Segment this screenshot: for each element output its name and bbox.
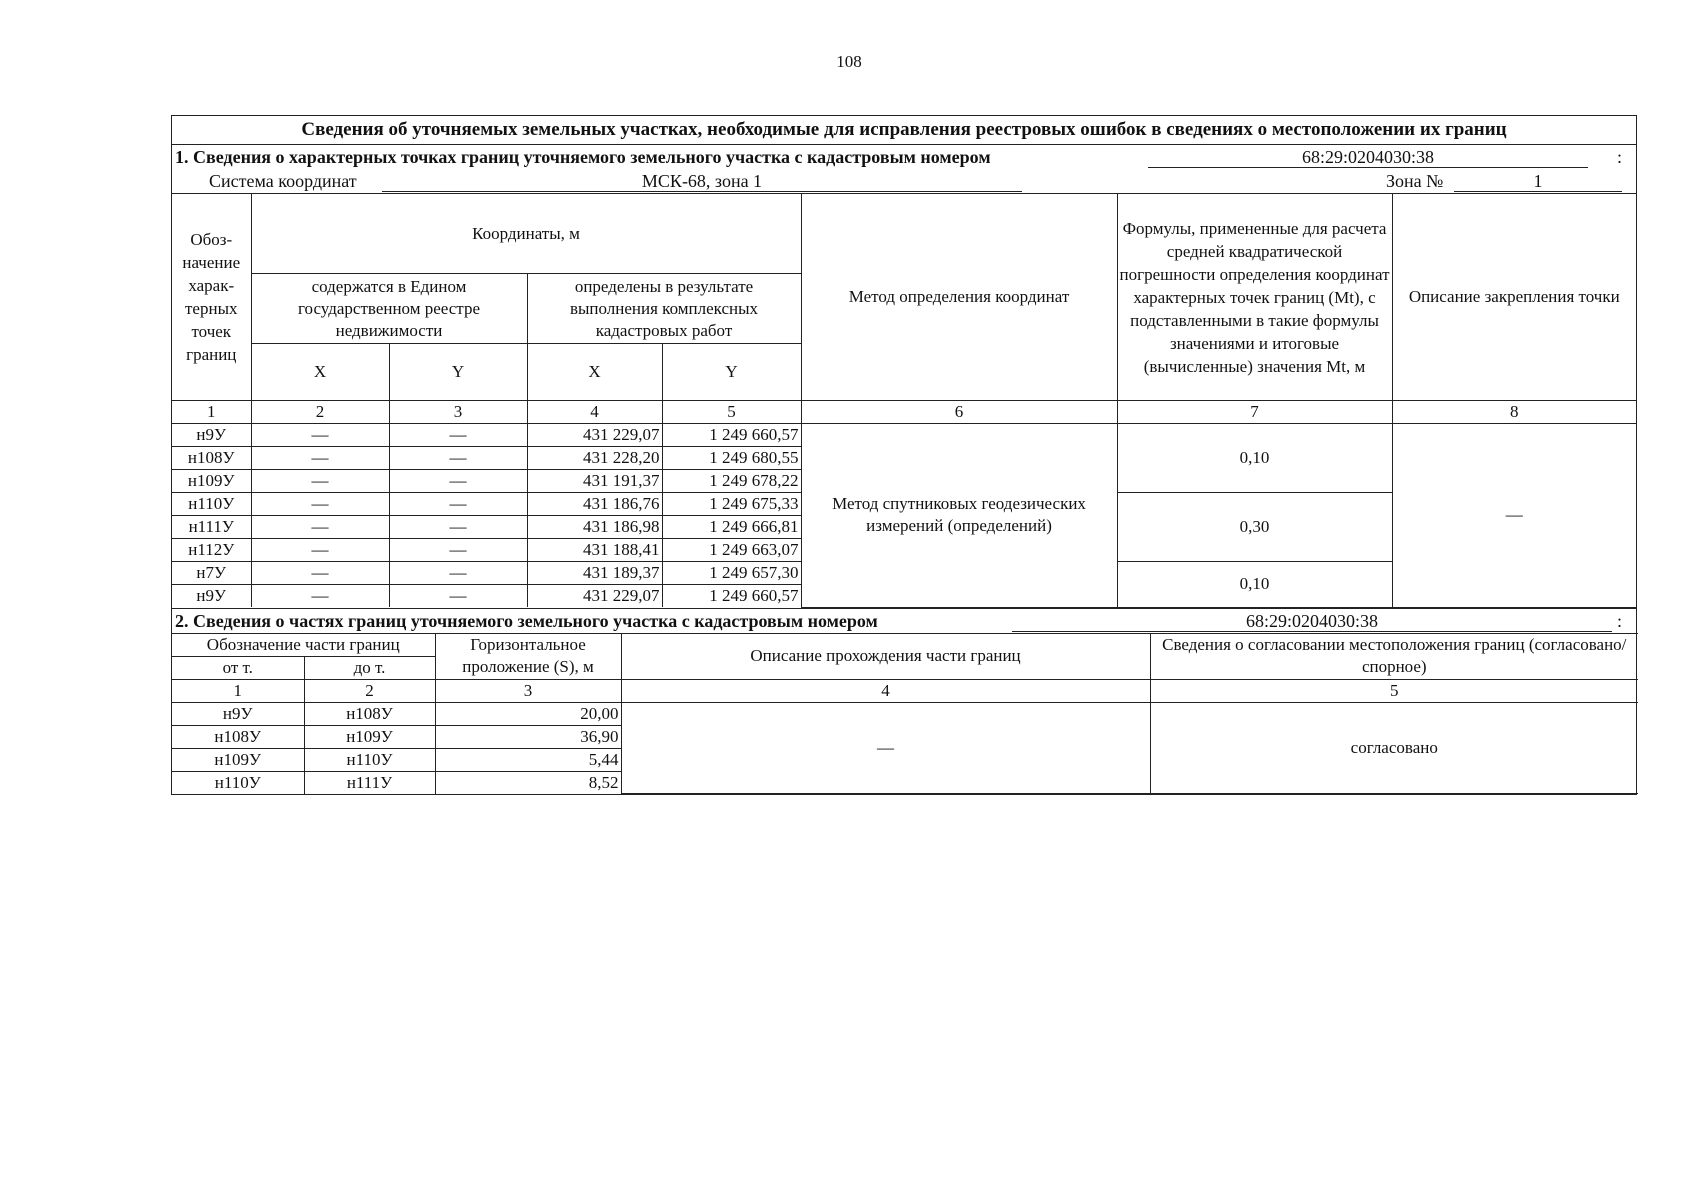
x-egrn: — bbox=[251, 447, 389, 470]
y-egrn: — bbox=[389, 539, 527, 562]
x-egrn: — bbox=[251, 585, 389, 608]
y-egrn: — bbox=[389, 424, 527, 447]
y-egrn: — bbox=[389, 516, 527, 539]
horizontal-distance: 5,44 bbox=[435, 748, 621, 771]
col-number: 4 bbox=[527, 401, 662, 424]
header-x-egrn: X bbox=[251, 344, 389, 401]
from-point: н110У bbox=[172, 771, 304, 794]
header-from: от т. bbox=[172, 656, 304, 679]
col-number: 1 bbox=[172, 679, 304, 702]
header-designation: Обоз-начение харак-терных точек границ bbox=[172, 194, 251, 401]
col-number: 3 bbox=[435, 679, 621, 702]
point-name: н9У bbox=[172, 424, 251, 447]
section1-colon: : bbox=[1616, 147, 1622, 167]
y-value: 1 249 660,57 bbox=[662, 585, 801, 608]
header-y-kkr: Y bbox=[662, 344, 801, 401]
page-number: 108 bbox=[836, 52, 862, 71]
to-point: н108У bbox=[304, 702, 435, 725]
mt-value: 0,10 bbox=[1117, 424, 1392, 493]
horizontal-distance: 8,52 bbox=[435, 771, 621, 794]
section2-colon: : bbox=[1616, 610, 1622, 631]
section2-header bbox=[172, 608, 1636, 633]
point-name: н109У bbox=[172, 470, 251, 493]
document-frame bbox=[171, 115, 1637, 795]
col-number: 8 bbox=[1392, 401, 1636, 424]
header-part-designation: Обозначение части границ bbox=[172, 633, 435, 656]
table-row bbox=[172, 424, 1636, 447]
mt-value: 0,30 bbox=[1117, 493, 1392, 562]
point-name: н112У bbox=[172, 539, 251, 562]
point-name: н108У bbox=[172, 447, 251, 470]
points-table bbox=[172, 193, 1636, 608]
header-agreement: Сведения о согласовании местоположения границ (согласовано/спорное) bbox=[1150, 633, 1638, 679]
section2-cadastral-number: 68:29:0204030:38 bbox=[1012, 611, 1612, 632]
y-egrn: — bbox=[389, 562, 527, 585]
x-egrn: — bbox=[251, 562, 389, 585]
section2-label: 2. Сведения о частях границ уточняемого земельного участка с кадастровым номером bbox=[175, 610, 878, 631]
x-value: 431 191,37 bbox=[527, 470, 662, 493]
to-point: н111У bbox=[304, 771, 435, 794]
x-egrn: — bbox=[251, 493, 389, 516]
fixing-value: — bbox=[1392, 424, 1636, 608]
y-value: 1 249 675,33 bbox=[662, 493, 801, 516]
y-value: 1 249 663,07 bbox=[662, 539, 801, 562]
table-row bbox=[172, 702, 1638, 725]
header-fixing: Описание закрепления точки bbox=[1392, 194, 1636, 401]
col-number: 2 bbox=[304, 679, 435, 702]
x-value: 431 188,41 bbox=[527, 539, 662, 562]
header-formulas: Формулы, примененные для расчета средней квадратической погрешности определения координат характерных точек границ (Mt), с подставленными в такие формулы значениями и итоговые (вычисленные) значения Mt, м bbox=[1117, 194, 1392, 401]
col-number: 3 bbox=[389, 401, 527, 424]
point-name: н110У bbox=[172, 493, 251, 516]
header-kkr: определены в результате выполнения комплексных кадастровых работ bbox=[527, 274, 801, 344]
x-value: 431 186,98 bbox=[527, 516, 662, 539]
y-value: 1 249 660,57 bbox=[662, 424, 801, 447]
to-point: н110У bbox=[304, 748, 435, 771]
x-egrn: — bbox=[251, 539, 389, 562]
y-egrn: — bbox=[389, 493, 527, 516]
x-value: 431 229,07 bbox=[527, 424, 662, 447]
agreement-value: согласовано bbox=[1150, 702, 1638, 794]
coordinate-system-row bbox=[172, 169, 1636, 193]
header-description: Описание прохождения части границ bbox=[621, 633, 1150, 679]
section1-label: 1. Сведения о характерных точках границ уточняемого земельного участка с кадастровым номером bbox=[175, 147, 991, 167]
x-egrn: — bbox=[251, 470, 389, 493]
header-y-egrn: Y bbox=[389, 344, 527, 401]
x-egrn: — bbox=[251, 516, 389, 539]
zone-value: 1 bbox=[1454, 171, 1622, 192]
y-value: 1 249 680,55 bbox=[662, 447, 801, 470]
zone-label: Зона № bbox=[1386, 171, 1444, 191]
col-number: 4 bbox=[621, 679, 1150, 702]
y-egrn: — bbox=[389, 470, 527, 493]
col-number: 2 bbox=[251, 401, 389, 424]
document-title: Сведения об уточняемых земельных участках, необходимые для исправления реестровых ошибок в сведениях о местоположении их границ bbox=[172, 116, 1636, 145]
x-value: 431 186,76 bbox=[527, 493, 662, 516]
point-name: н9У bbox=[172, 585, 251, 608]
col-number: 5 bbox=[1150, 679, 1638, 702]
coordinate-system-value: МСК-68, зона 1 bbox=[382, 171, 1022, 192]
coordinate-system-label: Система координат bbox=[209, 171, 357, 191]
header-horizontal: Горизонтальное проложение (S), м bbox=[435, 633, 621, 679]
horizontal-distance: 36,90 bbox=[435, 725, 621, 748]
to-point: н109У bbox=[304, 725, 435, 748]
y-value: 1 249 678,22 bbox=[662, 470, 801, 493]
y-egrn: — bbox=[389, 447, 527, 470]
point-name: н111У bbox=[172, 516, 251, 539]
y-egrn: — bbox=[389, 585, 527, 608]
section1-header bbox=[172, 145, 1636, 169]
column-number-row bbox=[172, 679, 1638, 702]
col-number: 1 bbox=[172, 401, 251, 424]
x-value: 431 189,37 bbox=[527, 562, 662, 585]
horizontal-distance: 20,00 bbox=[435, 702, 621, 725]
section1-cadastral-number: 68:29:0204030:38 bbox=[1148, 147, 1588, 168]
from-point: н9У bbox=[172, 702, 304, 725]
point-name: н7У bbox=[172, 562, 251, 585]
y-value: 1 249 657,30 bbox=[662, 562, 801, 585]
description-value: — bbox=[621, 702, 1150, 794]
column-number-row bbox=[172, 401, 1636, 424]
from-point: н108У bbox=[172, 725, 304, 748]
x-value: 431 228,20 bbox=[527, 447, 662, 470]
header-method: Метод определения координат bbox=[801, 194, 1117, 401]
header-coordinates: Координаты, м bbox=[251, 194, 801, 274]
x-egrn: — bbox=[251, 424, 389, 447]
method-value: Метод спутниковых геодезических измерений (определений) bbox=[801, 424, 1117, 608]
boundary-parts-table bbox=[172, 633, 1638, 795]
header-x-kkr: X bbox=[527, 344, 662, 401]
col-number: 5 bbox=[662, 401, 801, 424]
header-egrn: содержатся в Едином государственном реестре недвижимости bbox=[251, 274, 527, 344]
y-value: 1 249 666,81 bbox=[662, 516, 801, 539]
col-number: 7 bbox=[1117, 401, 1392, 424]
x-value: 431 229,07 bbox=[527, 585, 662, 608]
col-number: 6 bbox=[801, 401, 1117, 424]
mt-value: 0,10 bbox=[1117, 562, 1392, 608]
header-to: до т. bbox=[304, 656, 435, 679]
from-point: н109У bbox=[172, 748, 304, 771]
